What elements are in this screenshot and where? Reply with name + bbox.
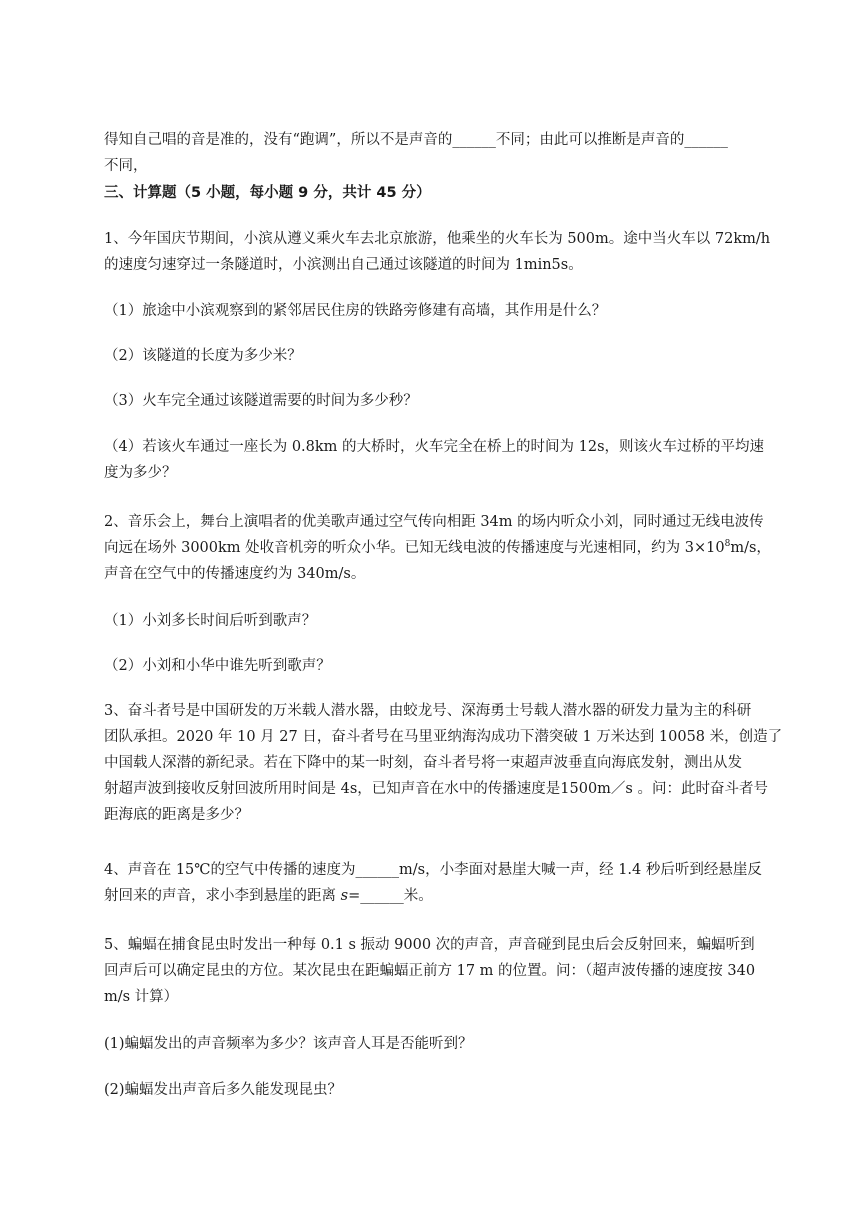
- question-5-sub-2: (2)蝙蝠发出声音后多久能发现昆虫？: [104, 1082, 343, 1098]
- intro-line-1: 得知自己唱的音是准的，没有“跑调”，所以不是声音的______不同；由此可以推断是声音的______: [104, 132, 728, 148]
- question-2-line-2-text: 向远在场外 3000km 处收音机旁的听众小华。已知无线电波的传播速度与光速相同，约为 3×10: [104, 540, 725, 556]
- question-4-line-1: 4、声音在 15℃的空气中传播的速度为______m/s，小李面对悬崖大喊一声，经 1.4 秒后听到经悬崖反: [104, 862, 762, 878]
- question-3-line-4: 射超声波到接收反射回波所用时间是 4s，已知声音在水中的传播速度是1500m／s 。问：此时奋斗者号: [104, 781, 768, 797]
- question-3-line-1: 3、奋斗者号是中国研发的万米载人潜水器，由蛟龙号、深海勇士号载人潜水器的研发力量为主的科研: [104, 703, 752, 719]
- question-1-sub-4-line-2: 度为多少？: [104, 465, 177, 481]
- question-1-line-1: 1、今年国庆节期间，小滨从遵义乘火车去北京旅游，他乘坐的火车长为 500m。途中当火车以 72km/h: [104, 231, 771, 247]
- question-1-sub-1: （1）旅途中小滨观察到的紧邻居民住房的铁路旁修建有高墙，其作用是什么？: [104, 303, 607, 319]
- question-1-sub-4-line-1: （4）若该火车通过一座长为 0.8km 的大桥时，火车完全在桥上的时间为 12s，则该火车过桥的平均速: [104, 439, 765, 455]
- question-2-stem: [104, 509, 804, 587]
- distance-variable: s: [340, 888, 349, 904]
- question-1-stem: [104, 226, 804, 278]
- question-3-line-5: 距海底的距离是多少？: [104, 807, 249, 823]
- question-2-line-2: [104, 535, 804, 561]
- question-3-line-3: 中国载人深潜的新纪录。若在下降中的某一时刻，奋斗者号将一束超声波垂直向海底发射，测出从发: [104, 755, 742, 771]
- question-4-stem: [104, 857, 804, 909]
- question-4-line-2-blank: =______米。: [348, 888, 433, 904]
- question-5-sub-1: (1)蝙蝠发出的声音频率为多少？该声音人耳是否能听到？: [104, 1036, 473, 1052]
- question-2-line-3: 声音在空气中的传播速度约为 340m/s。: [104, 566, 366, 582]
- question-3-stem: [104, 698, 804, 828]
- intro-line-2: 不同，: [104, 158, 148, 174]
- question-2-line-2-unit: m/s，: [730, 540, 771, 556]
- question-2-line-1: 2、音乐会上，舞台上演唱者的优美歌声通过空气传向相距 34m 的场内听众小刘，同时通过无线电波传: [104, 514, 764, 530]
- question-2-sub-1: （1）小刘多长时间后听到歌声？: [104, 613, 317, 629]
- question-5-line-2: 回声后可以确定昆虫的方位。某次昆虫在距蝙蝠正前方 17 m 的位置。问：（超声波传播的速度按 340: [104, 963, 756, 979]
- question-5-line-1: 5、蝙蝠在捕食昆虫时发出一种每 0.1 s 振动 9000 次的声音，声音碰到昆虫后会反射回来，蝙蝠听到: [104, 937, 755, 953]
- intro-paragraph: [104, 127, 804, 179]
- question-1-sub-3: （3）火车完全通过该隧道需要的时间为多少秒？: [104, 393, 418, 409]
- exponent: 8: [724, 539, 731, 550]
- question-1-sub-2: （2）该隧道的长度为多少米？: [104, 348, 302, 364]
- question-1-sub-4: [104, 434, 804, 486]
- question-4-line-2-text: 射回来的声音，求小李到悬崖的距离: [104, 888, 341, 904]
- section-heading: 三、计算题（5 小题，每小题 9 分，共计 45 分）: [104, 185, 431, 201]
- question-1-line-2: 的速度匀速穿过一条隧道时，小滨测出自己通过该隧道的时间为 1min5s。: [104, 257, 583, 273]
- question-5-stem: [104, 932, 804, 1010]
- question-5-line-3: m/s 计算）: [104, 989, 179, 1005]
- question-4-line-2: [104, 883, 804, 909]
- question-2-sub-2: （2）小刘和小华中谁先听到歌声？: [104, 658, 331, 674]
- question-3-line-2: 团队承担。2020 年 10 月 27 日，奋斗者号在马里亚纳海沟成功下潜突破 1 万米达到 10058 米，创造了: [104, 729, 783, 745]
